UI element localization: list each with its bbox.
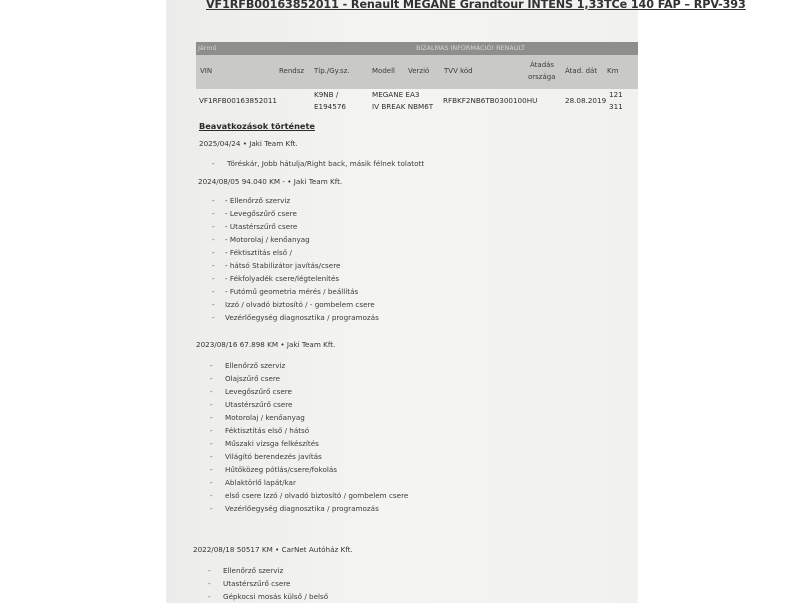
- entry-header: 2025/04/24 • Jaki Team Kft.: [199, 139, 298, 148]
- row-tvv: RFBKF2NB6TB0300100HU: [443, 96, 538, 105]
- entry-item: - Utastérszűrő csere: [225, 222, 298, 231]
- list-bullet: -: [210, 504, 213, 513]
- list-bullet: -: [210, 491, 213, 500]
- entry-item: Utastérszűrő csere: [225, 400, 293, 409]
- entry-item: Hűtőközeg pótlás/csere/fokolás: [225, 465, 338, 474]
- entry-item: - Levegőszűrő csere: [225, 209, 297, 218]
- col-plate: Rendsz: [279, 67, 305, 75]
- vehicle-table-column-band: [196, 55, 638, 89]
- col-date: Átad. dát: [565, 67, 598, 75]
- list-bullet: -: [212, 222, 215, 231]
- list-bullet: -: [212, 196, 215, 205]
- history-title: Beavatkozások története: [199, 121, 315, 131]
- col-vin: VIN: [200, 67, 213, 75]
- entry-item: Féktisztítás első / hátsó: [225, 426, 310, 435]
- entry-item: Gépkocsi mosás külső / belső: [223, 592, 329, 601]
- list-bullet: -: [212, 261, 215, 270]
- list-bullet: -: [208, 579, 211, 588]
- col-tvv: TVV kód: [444, 67, 473, 75]
- col-type: Típ./Gy.sz.: [314, 67, 350, 75]
- list-bullet: -: [212, 209, 215, 218]
- entry-header: 2024/08/05 94.040 KM - • Jaki Team Kft.: [198, 177, 343, 186]
- row-type-line2: E194576: [314, 102, 346, 111]
- entry-item: Olajszűrő csere: [225, 374, 281, 383]
- entry-item: - Ellenőrző szerviz: [225, 196, 291, 205]
- row-type-line1: K9NB /: [314, 90, 339, 99]
- row-km-line2: 311: [609, 102, 623, 111]
- col-country-line1: Átadás: [530, 61, 555, 69]
- entry-item: Ablaktörlő lapát/kar: [225, 478, 296, 487]
- entry-item: - Futómű geometria mérés / beállítás: [225, 287, 359, 296]
- list-bullet: -: [210, 465, 213, 474]
- entry-item: Vezérlőegység diagnosztika / programozás: [225, 504, 379, 513]
- entry-item: - Féktisztítás első /: [225, 248, 292, 257]
- entry-item: Utastérszűrő csere: [223, 579, 291, 588]
- list-bullet: -: [212, 274, 215, 283]
- list-bullet: -: [208, 592, 211, 601]
- entry-item: - hátsó Stabilizátor javítás/csere: [225, 261, 341, 270]
- list-bullet: -: [212, 159, 215, 168]
- entry-item: Ellenőrző szerviz: [223, 566, 284, 575]
- entry-item: első csere Izzó / olvadó biztosító / gombelem csere: [225, 491, 409, 500]
- entry-item: Izzó / olvadó biztosító / - gombelem csere: [225, 300, 375, 309]
- vehicle-section-label: Jármű: [198, 44, 217, 52]
- row-km-line1: 121: [609, 90, 623, 99]
- entry-item: Motorolaj / kenőanyag: [225, 413, 305, 422]
- entry-item: Műszaki vizsga felkészítés: [225, 439, 319, 448]
- list-bullet: -: [210, 413, 213, 422]
- list-bullet: -: [210, 387, 213, 396]
- row-model-line2: IV BREAK NBM6T: [372, 102, 434, 111]
- row-vin: VF1RFB00163852011: [199, 96, 277, 105]
- row-date: 28.08.2019: [565, 96, 607, 105]
- entry-item: Levegőszűrő csere: [225, 387, 292, 396]
- col-version: Verzió: [408, 67, 430, 75]
- col-model: Modell: [372, 67, 395, 75]
- col-km: Km: [607, 67, 619, 75]
- list-bullet: -: [212, 300, 215, 309]
- confidential-label: BIZALMAS INFORMÁCIÓ! RENAULT: [416, 44, 525, 52]
- col-country-line2: országa: [528, 73, 556, 81]
- entry-item: Töréskár, Jobb hátulja/Right back, másik félnek tolatott: [227, 159, 425, 168]
- list-bullet: -: [212, 235, 215, 244]
- entry-header: 2022/08/18 50517 KM • CarNet Autóház Kft.: [193, 545, 353, 554]
- list-bullet: -: [210, 361, 213, 370]
- list-bullet: -: [210, 452, 213, 461]
- entry-item: Világító berendezés javítás: [225, 452, 322, 461]
- list-bullet: -: [212, 248, 215, 257]
- scanned-document-page: [166, 0, 746, 603]
- list-bullet: -: [212, 287, 215, 296]
- vehicle-table-header-band: [196, 42, 638, 55]
- list-bullet: -: [208, 566, 211, 575]
- list-bullet: -: [210, 374, 213, 383]
- entry-item: - Fékfolyadék csere/légtelenítés: [225, 274, 340, 283]
- list-bullet: -: [210, 426, 213, 435]
- list-bullet: -: [210, 478, 213, 487]
- document-title: VF1RFB00163852011 - Renault MEGANE Grandtour INTENS 1,33TCe 140 FAP – RPV-393: [206, 0, 746, 11]
- entry-item: Vezérlőegység diagnosztika / programozás: [225, 313, 379, 322]
- entry-item: Ellenőrző szerviz: [225, 361, 286, 370]
- entry-item: - Motorolaj / kenőanyag: [225, 235, 310, 244]
- list-bullet: -: [210, 400, 213, 409]
- entry-header: 2023/08/16 67.898 KM • Jaki Team Kft.: [196, 340, 336, 349]
- list-bullet: -: [212, 313, 215, 322]
- list-bullet: -: [210, 439, 213, 448]
- row-model-line1: MEGANE EA3: [372, 90, 420, 99]
